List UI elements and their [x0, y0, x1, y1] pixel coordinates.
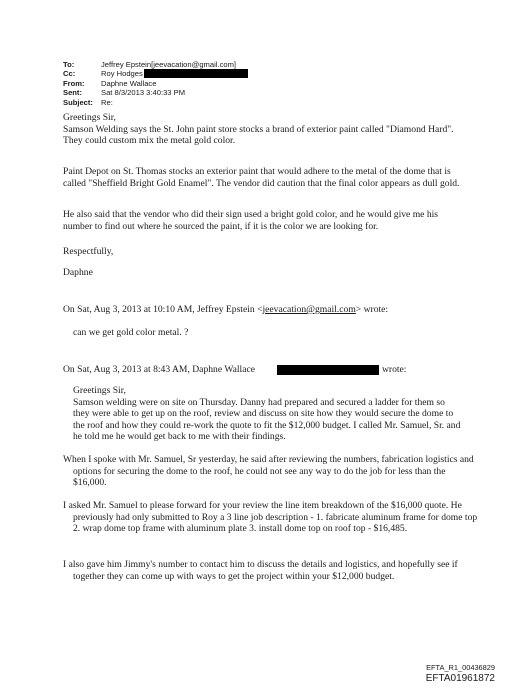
quote2-attribution-prefix: On Sat, Aug 3, 2013 at 8:43 AM, Daphne Wallace [63, 364, 255, 375]
reply-paragraph-3: He also said that the vendor who did their sign used a bright gold color, and he would give me his number to find out where he sourced the paint, if it is the color we are looking for. [63, 209, 439, 232]
reply-closing: Respectfully, [63, 246, 114, 257]
quote1-attribution [63, 304, 483, 316]
quote2-attribution [63, 364, 483, 376]
quote1-attribution-suffix: > wrote: [355, 304, 389, 315]
sent-value: Sat 8/3/2013 3:40:33 PM [101, 88, 186, 98]
quote2-greeting-and-p1 [73, 385, 463, 443]
to-value: Jeffrey Epstein[jeevacation@gmail.com] [101, 60, 237, 69]
sent-row [63, 88, 248, 97]
quote2-paragraph-4: I also gave him Jimmy's number to contact him to discuss the details and logistics, and hopefully see if together they can come up with ways to get the project within your $12,000 budget. [63, 559, 458, 582]
redaction-box [144, 69, 248, 78]
sent-label: Sent: [63, 88, 82, 98]
from-label: From: [63, 78, 85, 88]
from-row [63, 79, 248, 88]
quote2-paragraph-3: I asked Mr. Samuel to please forward for your review the line item breakdown of the $16,000 quote. He previously had only submitted to Roy a 3 line job description - 1. fabricate aluminum frame for dome top 2. wrap dome top frame with aluminum plate 3. install dome top on roof top - $16,485. [63, 500, 478, 535]
bates-ref-1: EFTA_R1_00436829 [426, 663, 495, 672]
cc-row [63, 69, 248, 78]
to-label: To: [63, 60, 75, 69]
email-header [63, 60, 248, 107]
quote2-paragraph-1: Samson welding were on site on Thursday. Danny had prepared and secured a ladder for them so they were able to get up on the roof, review and discuss on site how they would secure the dome to the roof and how they could re-work the quote to fit the $12,000 budget. I called Mr. Samuel, Sr. and he told me he would get back to me with their findings. [73, 396, 461, 443]
from-value: Daphne Wallace [101, 78, 157, 88]
subject-label: Subject: [63, 97, 93, 107]
cc-value: Roy Hodges [101, 69, 143, 79]
quote2-attribution-suffix: wrote: [381, 364, 407, 375]
reply-greeting: Greetings Sir, [63, 112, 116, 123]
to-row [63, 60, 248, 69]
subject-row [63, 98, 248, 107]
quote2-greeting: Greetings Sir, [73, 385, 126, 396]
email-link[interactable]: jeevacation@gmail.com [262, 304, 356, 315]
bates-ref-2: EFTA01961872 [425, 673, 495, 684]
subject-value: Re: [101, 97, 113, 107]
quote1-text: can we get gold color metal. ? [73, 327, 189, 338]
reply-greeting-and-p1 [63, 112, 463, 147]
quote2-paragraph-2: When I spoke with Mr. Samuel, Sr yesterday, he said after reviewing the numbers, fabrication logistics and options for securing the dome to the roof, he could not see any way to do the job for less than the $16,000. [63, 454, 474, 489]
reply-paragraph-1: Samson Welding says the St. John paint store stocks a brand of exterior paint called "Diamond Hard". They could custom mix the metal gold color. [63, 123, 454, 147]
reply-signature: Daphne [63, 267, 93, 278]
redaction-box [277, 365, 379, 375]
cc-label: Cc: [63, 69, 76, 79]
reply-paragraph-2: Paint Depot on St. Thomas stocks an exterior paint that would adhere to the metal of the dome that is called "Sheffield Bright Gold Enamel". The vendor did caution that the final color appears as dull gold. [63, 166, 460, 189]
quote1-attribution-prefix: On Sat, Aug 3, 2013 at 10:10 AM, Jeffrey Epstein < [63, 304, 263, 315]
